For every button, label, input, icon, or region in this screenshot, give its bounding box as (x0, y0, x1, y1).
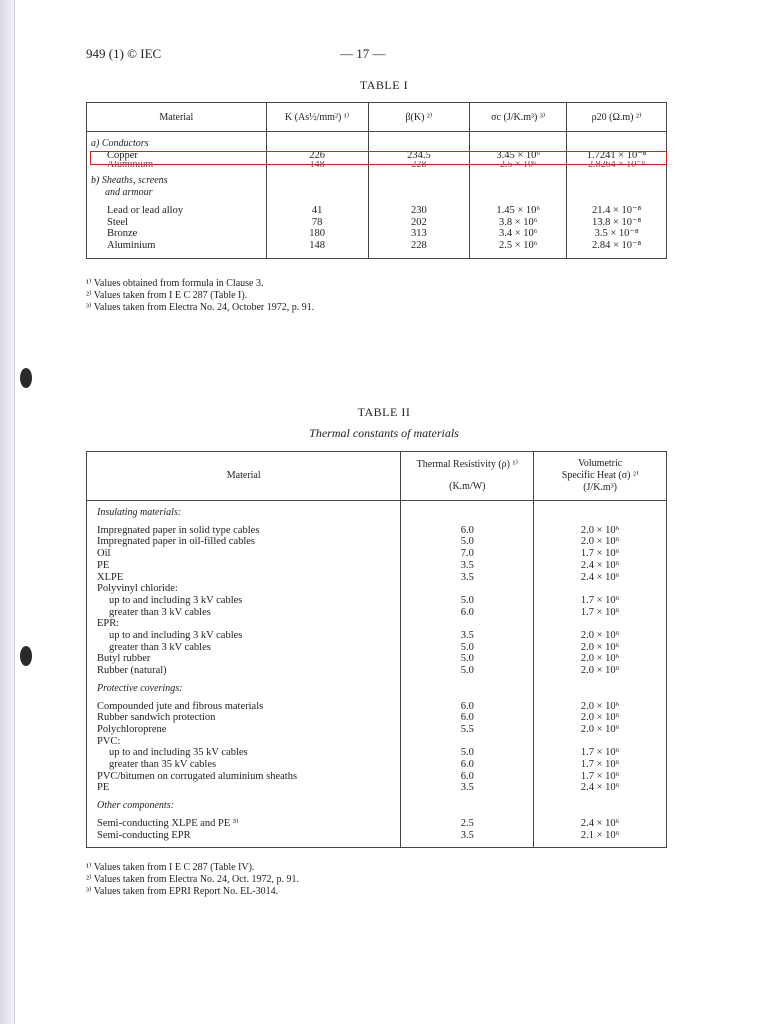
table2-footnote: ³⁾ Values taken from EPRI Report No. EL-3014. (86, 886, 279, 897)
resistivity-cell (401, 736, 534, 748)
rho-cell: 3.5 × 10⁻⁸ (567, 228, 667, 240)
column-header: ρ20 (Ω.m) ²⁾ (567, 103, 667, 132)
material-cell: greater than 3 kV cables (109, 641, 211, 653)
material-cell: Rubber sandwich protection (97, 712, 216, 724)
specific-heat-cell: 2.0 × 10⁶ (534, 712, 667, 724)
group-heading: Insulating materials: (97, 507, 182, 518)
resistivity-cell: 3.5 (401, 830, 534, 842)
table-row (87, 736, 667, 748)
table-row (87, 653, 667, 665)
sigma-cell: 3.4 × 10⁶ (470, 228, 567, 240)
column-header: σc (J/K.m³) ³⁾ (470, 103, 567, 132)
material-cell: up to and including 3 kV cables (109, 594, 243, 606)
material-cell: up to and including 35 kV cables (109, 747, 248, 759)
material-cell: PE (97, 559, 110, 571)
resistivity-cell: 6.0 (401, 701, 534, 713)
group-heading: b) Sheaths, screens (91, 175, 168, 187)
table2 (86, 451, 667, 848)
table-row (87, 747, 667, 759)
group-heading-row (87, 507, 667, 519)
beta-cell: 202 (368, 217, 470, 229)
material-cell: Butyl rubber (97, 653, 151, 665)
sigma-cell: 2.5 × 10⁶ (470, 161, 567, 169)
column-header-text: (J/K.m³) (583, 482, 618, 493)
table-row (87, 818, 667, 830)
table-row (87, 572, 667, 584)
material-cell: Aluminium (107, 161, 154, 170)
column-header-text: Volumetric (577, 458, 623, 469)
column-header: β(K) ²⁾ (368, 103, 470, 132)
specific-heat-cell: 2.0 × 10⁶ (534, 665, 667, 677)
table2-title: TABLE II (357, 405, 411, 419)
resistivity-cell: 6.0 (401, 525, 534, 537)
highlight-box (90, 151, 667, 165)
material-cell: Lead or lead alloy (107, 204, 184, 216)
material-cell: Steel (107, 216, 128, 228)
sigma-cell: 3.8 × 10⁶ (470, 217, 567, 229)
specific-heat-cell: 1.7 × 10⁶ (534, 747, 667, 759)
sigma-cell: 1.45 × 10⁶ (470, 205, 567, 217)
table-row (87, 217, 667, 229)
k-cell: 148 (266, 161, 368, 169)
column-header-text: (K.m/W) (449, 481, 486, 492)
group-heading: Protective coverings: (97, 682, 183, 694)
group-heading: Other components: (97, 800, 174, 812)
material-cell: Semi-conducting EPR (97, 829, 191, 841)
specific-heat-cell (534, 736, 667, 748)
material-cell: Semi-conducting XLPE and PE ³⁾ (97, 817, 239, 829)
specific-heat-cell: 2.0 × 10⁶ (534, 653, 667, 665)
specific-heat-cell: 1.7 × 10⁶ (534, 759, 667, 771)
specific-heat-cell (534, 618, 667, 630)
beta-cell: 234.5 (368, 150, 470, 162)
table-row (87, 240, 667, 252)
table-row (87, 583, 667, 595)
specific-heat-cell: 2.4 × 10⁶ (534, 560, 667, 572)
column-header (534, 452, 667, 501)
resistivity-cell: 5.5 (401, 724, 534, 736)
specific-heat-cell: 2.4 × 10⁶ (534, 572, 667, 584)
table-row (87, 712, 667, 724)
material-cell: Polychloroprene (97, 723, 167, 735)
punch-hole (20, 368, 32, 388)
resistivity-cell: 5.0 (401, 665, 534, 677)
table-row (87, 759, 667, 771)
resistivity-cell: 6.0 (401, 759, 534, 771)
column-header-text: Material (226, 470, 261, 481)
k-cell: 226 (266, 150, 368, 162)
k-cell: 41 (266, 205, 368, 217)
specific-heat-cell: 1.7 × 10⁶ (534, 595, 667, 607)
specific-heat-cell: 1.7 × 10⁶ (534, 607, 667, 619)
table-row (87, 830, 667, 842)
table1-footnote: ¹⁾ Values obtained from formula in Clause 3. (86, 278, 264, 289)
material-cell: Aluminium (107, 239, 156, 251)
material-cell: PE (97, 782, 110, 794)
resistivity-cell: 5.0 (401, 595, 534, 607)
material-cell: Rubber (natural) (97, 665, 167, 677)
specific-heat-cell: 2.0 × 10⁶ (534, 642, 667, 654)
resistivity-cell: 5.0 (401, 747, 534, 759)
document-reference: 949 (1) © IEC (86, 46, 162, 61)
table-row (87, 548, 667, 560)
specific-heat-cell: 2.4 × 10⁶ (534, 782, 667, 794)
material-cell: Impregnated paper in solid type cables (97, 524, 260, 536)
rho-cell: 2.8264 × 10⁻⁸ (567, 161, 667, 169)
beta-cell: 313 (368, 228, 470, 240)
table2-footnote: ¹⁾ Values taken from I E C 287 (Table IV). (86, 862, 255, 873)
sigma-cell: 2.5 × 10⁶ (470, 240, 567, 252)
resistivity-cell: 5.0 (401, 642, 534, 654)
page-binding-line (14, 0, 15, 1024)
column-header (87, 452, 401, 501)
specific-heat-cell: 2.0 × 10⁶ (534, 630, 667, 642)
table2-footnote: ²⁾ Values taken from Electra No. 24, Oct. 1972, p. 91. (86, 874, 299, 885)
table-row (87, 701, 667, 713)
material-cell: EPR: (97, 618, 120, 630)
sigma-cell: 3.45 × 10⁶ (470, 150, 567, 162)
specific-heat-cell: 1.7 × 10⁶ (534, 771, 667, 783)
resistivity-cell: 3.5 (401, 560, 534, 572)
group-heading: and armour (105, 187, 153, 199)
table-row (87, 782, 667, 794)
table-row (87, 228, 667, 240)
material-cell: greater than 35 kV cables (109, 759, 217, 771)
table-row (87, 771, 667, 783)
punch-hole (20, 646, 32, 666)
table-row (87, 630, 667, 642)
column-header-text: Specific Heat (σ) ²⁾ (561, 470, 639, 481)
column-header: Material (87, 103, 267, 132)
resistivity-cell: 7.0 (401, 548, 534, 560)
rho-cell: 21.4 × 10⁻⁸ (567, 205, 667, 217)
material-cell: Copper (107, 149, 138, 161)
material-cell: PVC: (97, 735, 121, 747)
resistivity-cell: 6.0 (401, 712, 534, 724)
column-header: K (As½/mm²) ¹⁾ (266, 103, 368, 132)
table-row (87, 642, 667, 654)
table1-header-row (87, 103, 667, 132)
resistivity-cell: 3.5 (401, 572, 534, 584)
material-cell: PVC/bitumen on corrugated aluminium sheaths (97, 770, 298, 782)
material-cell: greater than 3 kV cables (109, 606, 211, 618)
resistivity-cell: 6.0 (401, 607, 534, 619)
specific-heat-cell (534, 583, 667, 595)
specific-heat-cell: 2.0 × 10⁶ (534, 701, 667, 713)
table1-footnote: ²⁾ Values taken from I E C 287 (Table I). (86, 290, 248, 301)
table2-subtitle: Thermal constants of materials (309, 426, 459, 440)
specific-heat-cell: 2.0 × 10⁶ (534, 525, 667, 537)
specific-heat-cell: 2.0 × 10⁶ (534, 536, 667, 548)
beta-cell: 228 (368, 161, 470, 169)
table-row (87, 525, 667, 537)
table1 (86, 102, 667, 259)
resistivity-cell: 6.0 (401, 771, 534, 783)
rho-cell: 13.8 × 10⁻⁸ (567, 217, 667, 229)
table1-title: TABLE I (359, 78, 409, 92)
table-row (87, 665, 667, 677)
resistivity-cell: 3.5 (401, 782, 534, 794)
material-cell: Bronze (107, 228, 138, 240)
table-row (87, 607, 667, 619)
column-header-text: Thermal Resistivity (ρ) ¹⁾ (416, 459, 518, 470)
rho-cell: 1.7241 × 10⁻⁸ (567, 150, 667, 162)
group-heading-row (87, 175, 667, 187)
resistivity-cell: 5.0 (401, 536, 534, 548)
table-row (87, 595, 667, 607)
group-heading-row (87, 138, 667, 150)
k-cell: 78 (266, 217, 368, 229)
specific-heat-cell: 2.0 × 10⁶ (534, 724, 667, 736)
material-cell: up to and including 3 kV cables (109, 630, 243, 642)
table-row (87, 618, 667, 630)
material-cell: Compounded jute and fibrous materials (97, 700, 264, 712)
table-row (87, 560, 667, 572)
material-cell: Impregnated paper in oil-filled cables (97, 536, 256, 548)
table2-header-row (87, 452, 667, 501)
k-cell: 148 (266, 240, 368, 252)
group-heading: a) Conductors (91, 138, 149, 149)
page-number: — 17 — (340, 46, 386, 61)
beta-cell: 228 (368, 240, 470, 252)
resistivity-cell (401, 618, 534, 630)
table-row (87, 536, 667, 548)
group-heading-row (87, 187, 667, 199)
rho-cell: 2.84 × 10⁻⁸ (567, 240, 667, 252)
beta-cell: 230 (368, 205, 470, 217)
column-header (401, 452, 534, 501)
resistivity-cell: 2.5 (401, 818, 534, 830)
k-cell: 180 (266, 228, 368, 240)
page-left-edge (0, 0, 14, 1024)
resistivity-cell (401, 583, 534, 595)
group-heading-row (87, 683, 667, 695)
resistivity-cell: 3.5 (401, 630, 534, 642)
specific-heat-cell: 1.7 × 10⁶ (534, 548, 667, 560)
specific-heat-cell: 2.4 × 10⁶ (534, 818, 667, 830)
material-cell: Oil (97, 548, 111, 560)
material-cell: Polyvinyl chloride: (97, 583, 178, 595)
table-row (87, 205, 667, 217)
table1-footnote: ³⁾ Values taken from Electra No. 24, October 1972, p. 91. (86, 302, 315, 313)
table-row (87, 724, 667, 736)
specific-heat-cell: 2.1 × 10⁶ (534, 830, 667, 842)
material-cell: XLPE (97, 571, 124, 583)
group-heading-row (87, 800, 667, 812)
resistivity-cell: 5.0 (401, 653, 534, 665)
